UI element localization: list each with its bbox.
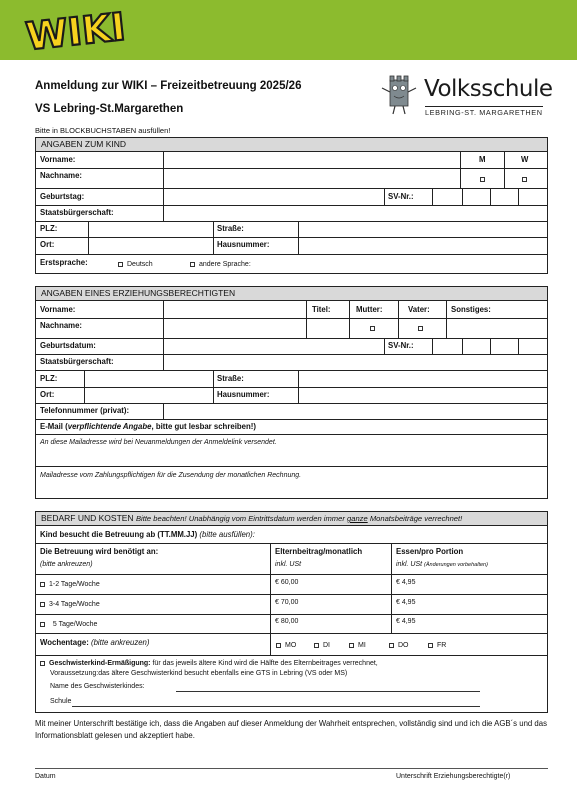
- parent-fee-label: Elternbeitrag/monatlich: [275, 547, 363, 556]
- child-m-checkbox[interactable]: [480, 175, 489, 185]
- page-title: Anmeldung zur WIKI – Freizeitbetreuung 2025/26: [35, 80, 302, 92]
- child-nachname-label: Nachname:: [40, 171, 83, 180]
- guardian-staatsb-label: Staatsbürgerschaft:: [40, 357, 114, 366]
- guardian-vorname-label: Vorname:: [40, 305, 76, 314]
- child-geburtstag-label: Geburtstag:: [40, 192, 85, 201]
- child-erstsprache-label: Erstsprache:: [40, 258, 88, 267]
- guardian-mutter-label: Mutter:: [356, 305, 383, 314]
- child-ort-label: Ort:: [40, 240, 55, 249]
- guardian-ort-label: Ort:: [40, 390, 55, 399]
- food-label: Essen/pro Portion: [396, 547, 464, 556]
- guardian-titel-label: Titel:: [312, 305, 331, 314]
- sibling-discount-checkbox[interactable]: Geschwisterkind-Ermäßigung: für das jeweils ältere Kind wird die Hälfte des Elternbeitrages verrechnet,: [40, 659, 378, 669]
- child-svnr-label: SV-Nr.:: [388, 192, 414, 201]
- signature-line[interactable]: [35, 768, 548, 769]
- email-note-2: Mailadresse vom Zahlungspflichtigen für die Zusendung der monatlichen Rechnung.: [40, 472, 302, 479]
- weekdays-label: Wochentage: (bitte ankreuzen): [40, 638, 150, 647]
- guardian-telefon-label: Telefonnummer (privat):: [40, 406, 130, 415]
- wiki-logo: [22, 4, 128, 59]
- guardian-section-title: ANGABEN EINES ERZIEHUNGSBERECHTIGTEN: [36, 287, 547, 301]
- need-hint: (bitte ankreuzen): [40, 561, 93, 568]
- guardian-email-label: E-Mail (verpflichtende Angabe, bitte gut lesbar schreiben!): [40, 422, 256, 431]
- guardian-strasse-label: Straße:: [217, 374, 244, 383]
- child-section-title: ANGABEN ZUM KIND: [36, 138, 547, 152]
- deutsch-checkbox[interactable]: Deutsch: [118, 260, 153, 270]
- parent-fee-incl: inkl. USt: [275, 561, 302, 568]
- food-1-2-days: € 4,95: [396, 579, 416, 586]
- fee-3-4-days: € 70,00: [275, 599, 299, 606]
- weekday-di-checkbox[interactable]: DI: [314, 641, 330, 651]
- date-label: Datum: [35, 773, 56, 780]
- child-w-checkbox[interactable]: [522, 175, 531, 185]
- school-name: VS Lebring-St.Margarethen: [35, 103, 184, 115]
- guardian-geburtsdatum-label: Geburtsdatum:: [40, 341, 96, 350]
- start-date-label: Kind besucht die Betreuung ab (TT.MM.JJ) (bitte ausfüllen):: [40, 530, 255, 539]
- child-plz-label: PLZ:: [40, 224, 58, 233]
- sibling-school-line[interactable]: [72, 706, 480, 707]
- consent-statement: Mit meiner Unterschrift bestätige ich, dass die Angaben auf dieser Anmeldung der Wahrheit entsprechen, vollständig sind und ich die AGB´s und das Informationsblatt gelesen und akzeptiert habe.: [35, 719, 547, 740]
- weekday-mo-checkbox[interactable]: MO: [276, 641, 296, 651]
- guardian-vater-label: Vater:: [408, 305, 430, 314]
- email-note-1: An diese Mailadresse wird bei Neuanmeldungen der Anmeldelink versendet.: [40, 439, 277, 446]
- guardian-sonstiges-label: Sonstiges:: [451, 305, 491, 314]
- vater-checkbox[interactable]: [418, 324, 427, 334]
- option-1-2-days[interactable]: 1-2 Tage/Woche: [40, 580, 100, 590]
- signature-label: Unterschrift Erziehungsberechtigte(r): [396, 773, 511, 780]
- guardian-plz-label: PLZ:: [40, 374, 58, 383]
- sibling-name-line[interactable]: [176, 691, 480, 692]
- svg-text:WIKI: WIKI: [23, 4, 128, 59]
- costs-section-title: BEDARF UND KOSTEN Bitte beachten! Unabhängig vom Eintrittsdatum werden immer ganze Monatsbeiträge verrechnet!: [36, 512, 547, 526]
- andere-sprache-checkbox[interactable]: andere Sprache:: [190, 260, 251, 270]
- child-hausnummer-label: Hausnummer:: [217, 240, 270, 249]
- option-5-days[interactable]: 5 Tage/Woche: [40, 620, 97, 630]
- child-strasse-label: Straße:: [217, 224, 244, 233]
- weekday-fr-checkbox[interactable]: FR: [428, 641, 446, 651]
- child-vorname-label: Vorname:: [40, 155, 76, 164]
- mutter-checkbox[interactable]: [370, 324, 379, 334]
- sibling-school-label: Schule: [50, 698, 72, 705]
- school-logo-sub: LEBRING-ST. MARGARETHEN: [425, 108, 543, 117]
- food-3-4-days: € 4,95: [396, 599, 416, 606]
- guardian-svnr-label: SV-Nr.:: [388, 341, 414, 350]
- child-staatsb-label: Staatsbürgerschaft:: [40, 208, 114, 217]
- fee-1-2-days: € 60,00: [275, 579, 299, 586]
- sibling-name-label: Name des Geschwisterkindes:: [50, 683, 145, 690]
- weekday-mi-checkbox[interactable]: MI: [349, 641, 366, 651]
- sibling-condition: Voraussetzung:das ältere Geschwisterkind besucht ebenfalls eine GTS in Lebring (VS oder MS): [50, 670, 348, 677]
- fee-5-days: € 80,00: [275, 618, 299, 625]
- guardian-hausnummer-label: Hausnummer:: [217, 390, 270, 399]
- child-m-label: M: [479, 155, 486, 164]
- school-logo-name: Volksschule: [424, 76, 553, 102]
- weekday-do-checkbox[interactable]: DO: [389, 641, 409, 651]
- child-w-label: W: [521, 155, 529, 164]
- guardian-nachname-label: Nachname:: [40, 321, 83, 330]
- food-incl: inkl. USt (Änderungen vorbehalten): [396, 561, 488, 568]
- food-5-days: € 4,95: [396, 618, 416, 625]
- need-label: Die Betreuung wird benötigt an:: [40, 547, 159, 556]
- fill-hint: Bitte in BLOCKBUCHSTABEN ausfüllen!: [35, 126, 171, 135]
- option-3-4-days[interactable]: 3-4 Tage/Woche: [40, 600, 100, 610]
